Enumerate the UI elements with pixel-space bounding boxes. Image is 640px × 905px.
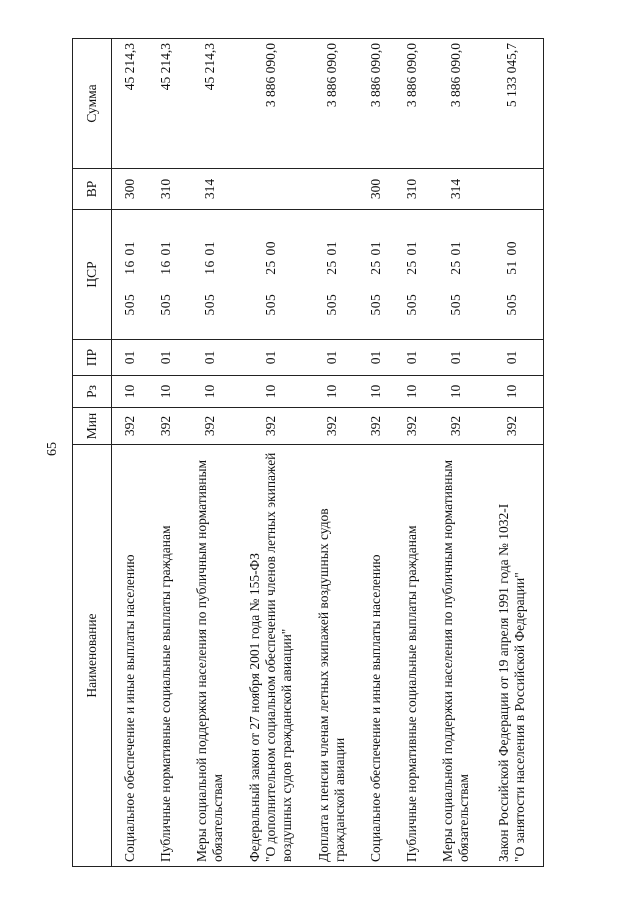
cell-name [430, 445, 482, 867]
name-line: Меры социальной поддержки населения по публичным нормативным [193, 459, 209, 862]
cell-sum: 45 214,3 [184, 39, 236, 169]
cell-vr: 314 [430, 169, 482, 210]
name-line: воздушных судов гражданской авиации" [278, 628, 294, 862]
cell-csr [112, 210, 148, 340]
csr-part: 505 [201, 293, 217, 316]
table-header-row [73, 39, 112, 867]
cell-rz: 10 [112, 376, 148, 408]
csr-part: 01 [447, 241, 463, 256]
cell-sum: 3 886 090,0 [430, 39, 482, 169]
csr-part: 25 [367, 260, 383, 275]
cell-rz: 10 [184, 376, 236, 408]
cell-sum: 3 886 090,0 [306, 39, 358, 169]
cell-name [358, 445, 394, 867]
csr-part: 505 [447, 293, 463, 316]
csr-part: 16 [121, 260, 137, 275]
csr-part: 01 [323, 241, 339, 256]
cell-rz: 10 [236, 376, 306, 408]
csr-part: 505 [504, 293, 520, 316]
cell-pr: 01 [394, 340, 430, 376]
cell-rz: 10 [148, 376, 184, 408]
csr-part: 00 [504, 241, 520, 256]
cell-pr: 01 [358, 340, 394, 376]
cell-csr [394, 210, 430, 340]
csr-part: 25 [403, 260, 419, 275]
cell-name [184, 445, 236, 867]
name-line: Федеральный закон от 27 ноября 2001 года № 155-ФЗ [246, 553, 262, 862]
cell-pr: 01 [482, 340, 544, 376]
csr-part: 00 [262, 241, 278, 256]
cell-rz: 10 [306, 376, 358, 408]
page-number: 65 [45, 442, 60, 456]
table-row [236, 39, 306, 867]
cell-name [482, 445, 544, 867]
csr-part: 01 [201, 241, 217, 256]
name-line: Доплата к пенсии членам летных экипажей воздушных судов [315, 508, 331, 862]
cell-min: 392 [112, 408, 148, 445]
header-name: Наименование [73, 445, 112, 867]
table-row [482, 39, 544, 867]
header-csr: ЦСР [73, 210, 112, 340]
cell-vr: 310 [148, 169, 184, 210]
name-line: обязательствам [455, 774, 471, 862]
cell-vr: 314 [184, 169, 236, 210]
cell-name [148, 445, 184, 867]
csr-part: 01 [157, 241, 173, 256]
csr-part: 25 [323, 260, 339, 275]
csr-part: 25 [447, 260, 463, 275]
table-body [112, 39, 544, 867]
cell-min: 392 [306, 408, 358, 445]
csr-part: 505 [157, 293, 173, 316]
header-sum: Сумма [73, 39, 112, 169]
csr-part: 25 [262, 260, 278, 275]
cell-min: 392 [148, 408, 184, 445]
cell-pr: 01 [148, 340, 184, 376]
csr-part: 01 [121, 241, 137, 256]
csr-part: 505 [403, 293, 419, 316]
table-row [394, 39, 430, 867]
cell-min: 392 [236, 408, 306, 445]
csr-part: 16 [201, 260, 217, 275]
name-line: Публичные нормативные социальные выплаты гражданам [403, 525, 419, 862]
cell-csr [358, 210, 394, 340]
name-line: Публичные нормативные социальные выплаты гражданам [157, 525, 173, 862]
cell-name [394, 445, 430, 867]
cell-rz: 10 [482, 376, 544, 408]
cell-pr: 01 [236, 340, 306, 376]
cell-rz: 10 [358, 376, 394, 408]
table-row [184, 39, 236, 867]
name-line: "О занятости населения в Российской Федерации" [512, 572, 528, 862]
table-row [148, 39, 184, 867]
table-row [430, 39, 482, 867]
budget-table [72, 38, 544, 867]
cell-rz: 10 [394, 376, 430, 408]
header-pr: ПР [73, 340, 112, 376]
cell-csr [482, 210, 544, 340]
cell-min: 392 [394, 408, 430, 445]
csr-part: 51 [504, 260, 520, 275]
csr-part: 01 [403, 241, 419, 256]
cell-min: 392 [358, 408, 394, 445]
cell-csr [148, 210, 184, 340]
csr-part: 16 [157, 260, 173, 275]
cell-sum: 3 886 090,0 [394, 39, 430, 169]
cell-min: 392 [482, 408, 544, 445]
cell-csr [306, 210, 358, 340]
header-vr: ВР [73, 169, 112, 210]
cell-sum: 45 214,3 [148, 39, 184, 169]
cell-pr: 01 [306, 340, 358, 376]
name-line: гражданской авиации [331, 737, 347, 862]
csr-part: 505 [367, 293, 383, 316]
name-line: Социальное обеспечение и иные выплаты населению [367, 554, 383, 862]
cell-sum: 3 886 090,0 [358, 39, 394, 169]
cell-sum: 5 133 045,7 [482, 39, 544, 169]
cell-sum: 45 214,3 [112, 39, 148, 169]
cell-vr [236, 169, 306, 210]
cell-vr: 310 [394, 169, 430, 210]
cell-pr: 01 [112, 340, 148, 376]
header-rz: Рз [73, 376, 112, 408]
table-row [306, 39, 358, 867]
name-line: Меры социальной поддержки населения по публичным нормативным [439, 459, 455, 862]
name-line: Социальное обеспечение и иные выплаты населению [121, 554, 137, 862]
cell-csr [184, 210, 236, 340]
table-row [358, 39, 394, 867]
cell-vr: 300 [112, 169, 148, 210]
name-line: обязательствам [209, 774, 225, 862]
cell-name [306, 445, 358, 867]
cell-pr: 01 [184, 340, 236, 376]
csr-part: 01 [367, 241, 383, 256]
cell-vr [306, 169, 358, 210]
cell-min: 392 [430, 408, 482, 445]
cell-pr: 01 [430, 340, 482, 376]
cell-vr [482, 169, 544, 210]
header-min: Мин [73, 408, 112, 445]
cell-rz: 10 [430, 376, 482, 408]
cell-min: 392 [184, 408, 236, 445]
cell-csr [236, 210, 306, 340]
name-line: "О дополнительном социальном обеспечении членов летных экипажей [262, 452, 278, 862]
csr-part: 505 [121, 293, 137, 316]
csr-part: 505 [262, 293, 278, 316]
cell-vr: 300 [358, 169, 394, 210]
cell-name [236, 445, 306, 867]
csr-part: 505 [323, 293, 339, 316]
cell-name [112, 445, 148, 867]
cell-csr [430, 210, 482, 340]
table-row [112, 39, 148, 867]
name-line: Закон Российской Федерации от 19 апреля 1991 года № 1032-I [496, 503, 512, 862]
cell-sum: 3 886 090,0 [236, 39, 306, 169]
